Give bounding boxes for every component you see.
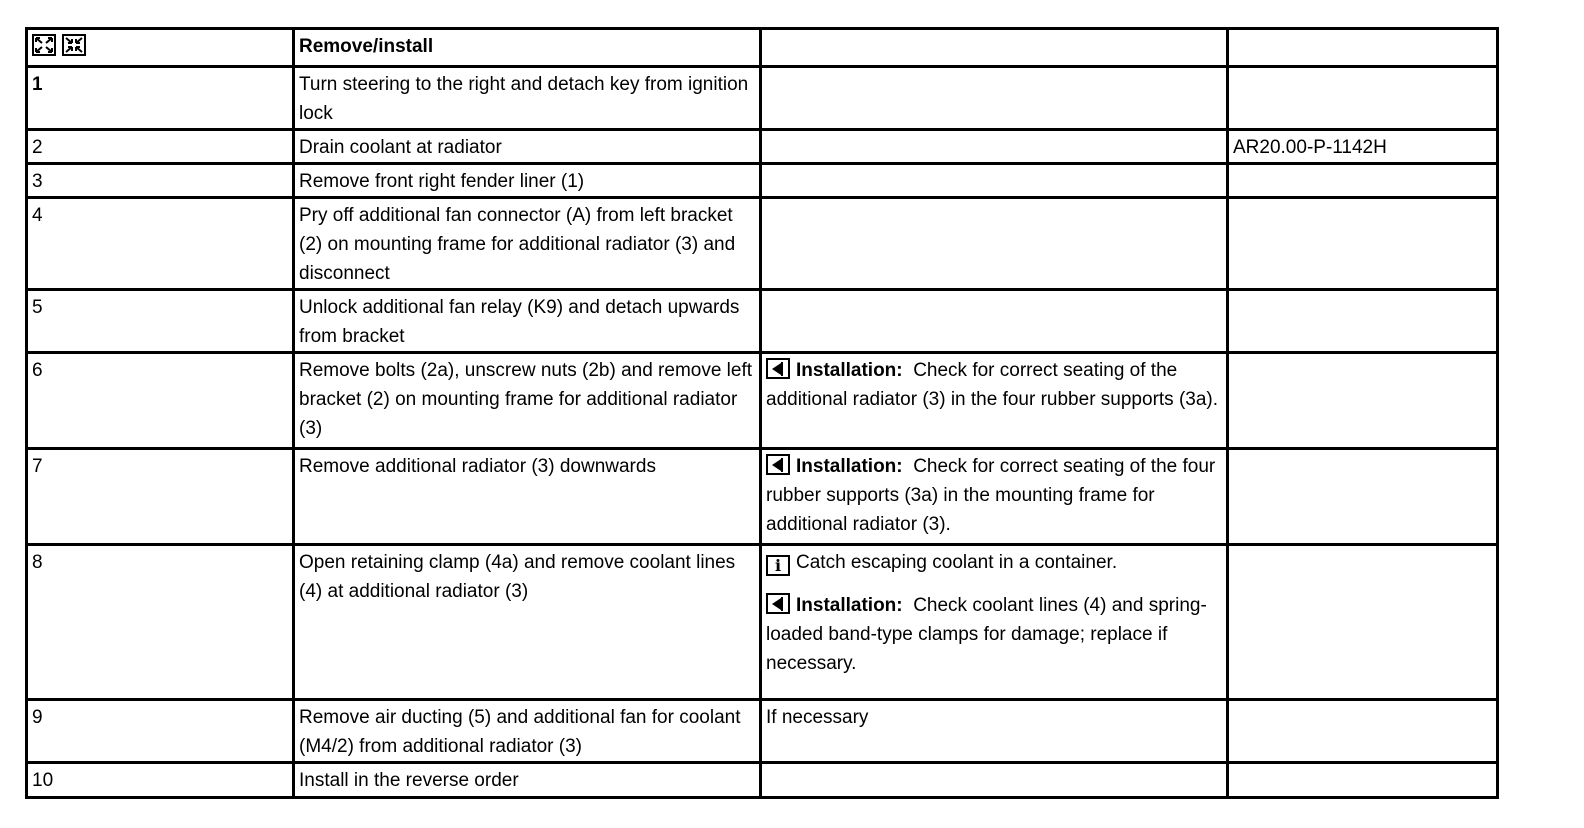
note-label: Installation: [796, 360, 903, 381]
table-row [27, 700, 1498, 763]
step-notes [761, 763, 1228, 798]
step-number: 10 [27, 763, 294, 798]
step-text: Unlock additional fan relay (K9) and detach upwards from bracket [294, 290, 761, 353]
note-text: Catch escaping coolant in a container. [796, 552, 1118, 573]
step-ref [1228, 198, 1498, 290]
installation-icon [766, 454, 790, 475]
step-notes [761, 545, 1228, 700]
installation-icon [766, 593, 790, 614]
step-number: 9 [27, 700, 294, 763]
step-ref [1228, 449, 1498, 545]
step-notes [761, 353, 1228, 449]
step-text: Remove front right fender liner (1) [294, 164, 761, 198]
step-text: Remove additional radiator (3) downwards [294, 449, 761, 545]
note-spacer [766, 577, 1222, 591]
step-ref [1228, 290, 1498, 353]
step-notes: If necessary [761, 700, 1228, 763]
installation-icon [766, 358, 790, 379]
step-ref [1228, 353, 1498, 449]
note-info [766, 548, 1222, 577]
step-number: 6 [27, 353, 294, 449]
step-ref [1228, 164, 1498, 198]
step-number: 8 [27, 545, 294, 700]
header-empty-ref [1228, 29, 1498, 67]
procedure-table [25, 27, 1499, 799]
info-icon: i [766, 555, 790, 576]
step-ref-link[interactable]: AR20.00-P-1142H [1228, 130, 1498, 164]
step-text: Open retaining clamp (4a) and remove coolant lines (4) at additional radiator (3) [294, 545, 761, 700]
table-row [27, 763, 1498, 798]
step-notes [761, 164, 1228, 198]
step-text: Turn steering to the right and detach key from ignition lock [294, 67, 761, 130]
step-text: Remove bolts (2a), unscrew nuts (2b) and remove left bracket (2) on mounting frame for additional radiator (3) [294, 353, 761, 449]
table-row [27, 130, 1498, 164]
header-empty-notes [761, 29, 1228, 67]
table-row [27, 545, 1498, 700]
step-number: 3 [27, 164, 294, 198]
step-ref [1228, 545, 1498, 700]
step-number: 7 [27, 449, 294, 545]
note-label: Installation: [796, 456, 903, 477]
table-row [27, 290, 1498, 353]
step-number: 1 [27, 67, 294, 130]
table-row [27, 198, 1498, 290]
table-row [27, 353, 1498, 449]
step-number: 4 [27, 198, 294, 290]
step-notes [761, 198, 1228, 290]
step-number: 2 [27, 130, 294, 164]
note-text: Check coolant lines (4) and spring-loaded band-type clamps for damage; replace if necessary. [766, 595, 1207, 674]
table-row [27, 164, 1498, 198]
table-row [27, 67, 1498, 130]
step-ref [1228, 700, 1498, 763]
step-text: Drain coolant at radiator [294, 130, 761, 164]
step-ref [1228, 67, 1498, 130]
step-number: 5 [27, 290, 294, 353]
step-ref [1228, 763, 1498, 798]
note-installation [766, 591, 1222, 678]
expand-icon[interactable] [32, 34, 56, 56]
note-text: Check for correct seating of the four rubber supports (3a) in the mounting frame for additional radiator (3). [766, 456, 1216, 535]
table-row [27, 449, 1498, 545]
step-text: Install in the reverse order [294, 763, 761, 798]
step-notes [761, 67, 1228, 130]
collapse-icon[interactable] [62, 34, 86, 56]
step-notes [761, 290, 1228, 353]
step-notes [761, 449, 1228, 545]
step-notes [761, 130, 1228, 164]
header-title: Remove/install [294, 29, 761, 67]
header-icons-cell [27, 29, 294, 67]
note-label: Installation: [796, 595, 903, 616]
step-text: Remove air ducting (5) and additional fan for coolant (M4/2) from additional radiator (3) [294, 700, 761, 763]
note-text: Check for correct seating of the additional radiator (3) in the four rubber supports (3a). [766, 360, 1219, 410]
step-text: Pry off additional fan connector (A) from left bracket (2) on mounting frame for additional radiator (3) and disconnect [294, 198, 761, 290]
table-header-row [27, 29, 1498, 67]
